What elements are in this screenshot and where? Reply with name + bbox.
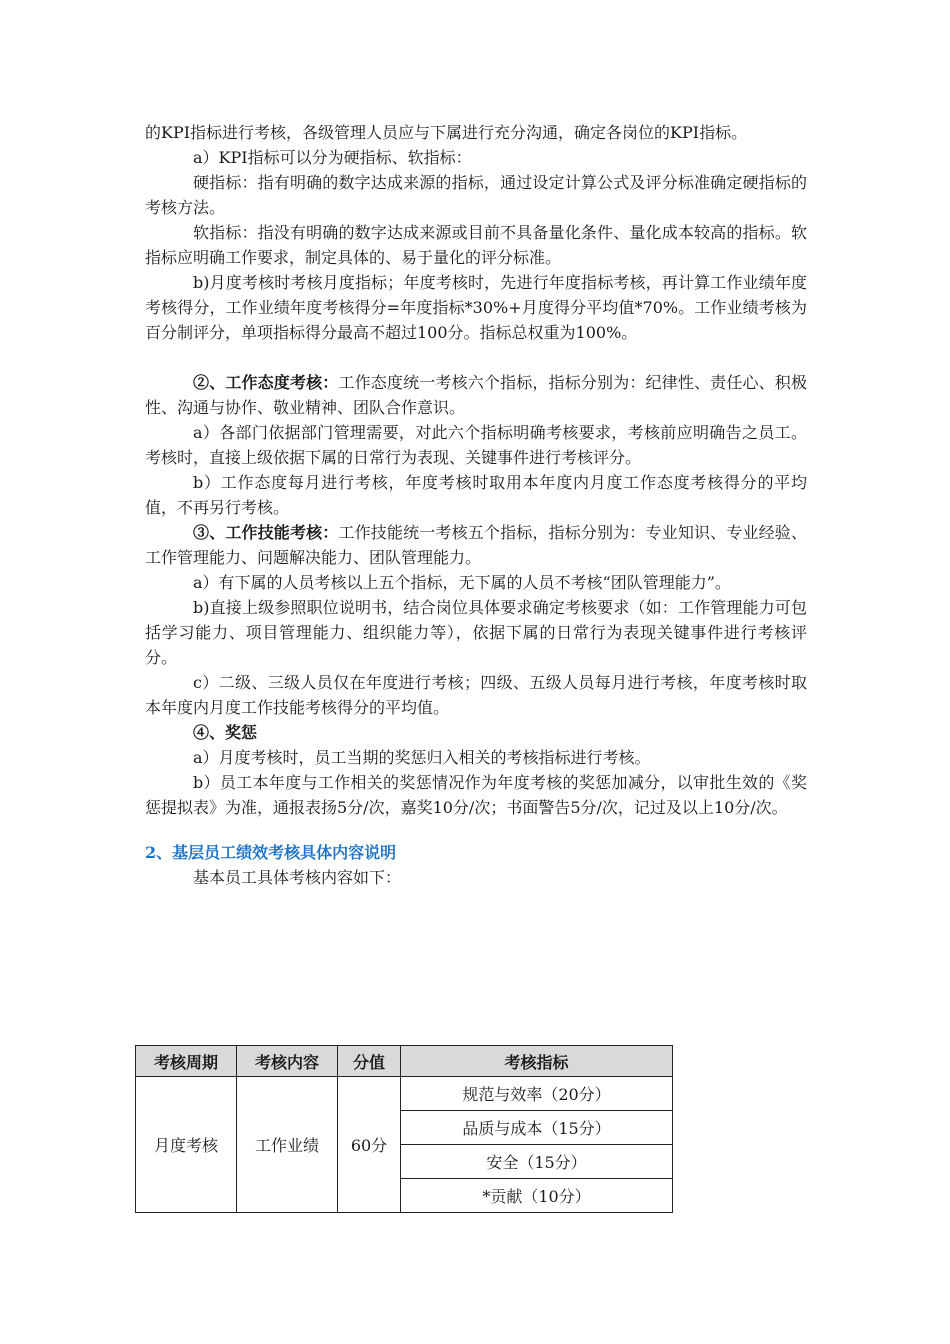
assessment-table (135, 1045, 673, 1213)
intro-text: 基本员工具体考核内容如下： (193, 868, 402, 887)
table-header-row (136, 1046, 673, 1077)
work-skill-section (145, 520, 807, 570)
paragraph: b)月度考核时考核月度指标；年度考核时，先进行年度指标考核，再计算工作业绩年度考核得分，工作业绩年度考核得分=年度指标*30%+月度得分平均值*70%。工作业绩考核为百分制评分，单项指标得分最高不超过100分。指标总权重为100%。 (145, 273, 807, 342)
paragraph: a）各部门依据部门管理需要，对此六个指标明确考核要求，考核前应明确告之员工。考核时，直接上级依据下属的日常行为表现、关键事件进行考核评分。 (145, 423, 807, 467)
content-cell: 工作业绩 (237, 1077, 338, 1213)
paragraph: 的KPI指标进行考核，各级管理人员应与下属进行充分沟通，确定各岗位的KPI指标。 (145, 123, 748, 142)
paragraph: b）员工本年度与工作相关的奖惩情况作为年度考核的奖惩加减分，以审批生效的《奖惩提拟表》为准，通报表扬5分/次，嘉奖10分/次；书面警告5分/次，记过及以上10分/次。 (145, 773, 807, 817)
indicator-cell: 规范与效率（20分） (401, 1077, 673, 1111)
body-text (145, 120, 807, 890)
indicator-cell: *贡献（10分） (401, 1179, 673, 1213)
paragraph: a）月度考核时，员工当期的奖惩归入相关的考核指标进行考核。 (193, 748, 651, 767)
paragraph: c）二级、三级人员仅在年度进行考核；四级、五级人员每月进行考核，年度考核时取本年度内月度工作技能考核得分的平均值。 (145, 673, 807, 717)
indicator-cell: 安全（15分） (401, 1145, 673, 1179)
indicator-cell: 品质与成本（15分） (401, 1111, 673, 1145)
header-content: 考核内容 (237, 1046, 338, 1077)
section-text: 工作态度统一考核六个指标，指标分别为：纪律性、责任心、积极性、沟通与协作、敬业精神、团队合作意识。 (145, 373, 807, 417)
header-indicators: 考核指标 (401, 1046, 673, 1077)
paragraph: b)直接上级参照职位说明书，结合岗位具体要求确定考核要求（如：工作管理能力可包括学习能力、项目管理能力、组织能力等），依据下属的日常行为表现关键事件进行考核评分。 (145, 598, 807, 667)
paragraph: a）KPI指标可以分为硬指标、软指标： (193, 148, 472, 167)
period-cell: 月度考核 (136, 1077, 237, 1213)
header-score: 分值 (338, 1046, 401, 1077)
table-row (136, 1077, 673, 1111)
paragraph: a）有下属的人员考核以上五个指标，无下属的人员不考核“团队管理能力”。 (193, 573, 731, 592)
paragraph: 硬指标：指有明确的数字达成来源的指标，通过设定计算公式及评分标准确定硬指标的考核方法。 (145, 173, 807, 217)
paragraph: b）工作态度每月进行考核，年度考核时取用本年度内月度工作态度考核得分的平均值，不再另行考核。 (145, 473, 807, 517)
score-cell: 60分 (338, 1077, 401, 1213)
paragraph: 软指标：指没有明确的数字达成来源或目前不具备量化条件、量化成本较高的指标。软指标应明确工作要求，制定具体的、易于量化的评分标准。 (145, 223, 807, 267)
section-title: ②、工作态度考核： (193, 373, 339, 392)
section-text: 工作技能统一考核五个指标，指标分别为：专业知识、专业经验、工作管理能力、问题解决能力、团队管理能力。 (145, 523, 807, 567)
section-title: ③、工作技能考核： (193, 523, 339, 542)
rewards-section-title: ④、奖惩 (193, 723, 258, 742)
section-heading: 2、基层员工绩效考核具体内容说明 (145, 843, 397, 862)
header-period: 考核周期 (136, 1046, 237, 1077)
work-attitude-section (145, 370, 807, 420)
